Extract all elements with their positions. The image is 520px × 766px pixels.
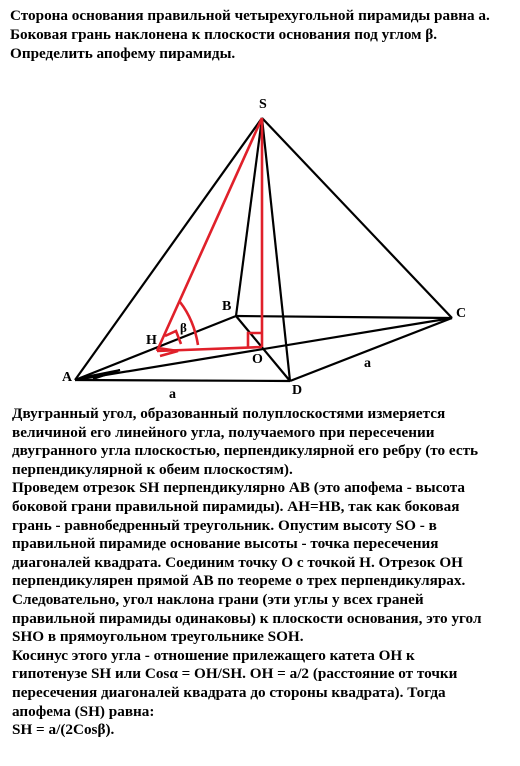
pyramid-figure [0,85,520,400]
solution-line: Косинус этого угла - отношение прилежащего катета OH к [12,646,415,664]
solution-line: двугранного угла плоскостью, перпендикулярной его ребру (то есть [12,442,479,460]
solution-line: Проведем отрезок SH перпендикулярно AB (это апофема - высота [12,479,465,497]
problem-line: Определить апофему пирамиды. [10,45,236,62]
label-o: O [252,352,263,367]
label-h: H [146,333,157,348]
label-c: C [456,306,467,321]
solution-line: правильной пирамиды одинаковы) к плоскости основания, это угол [12,609,482,627]
label-side-ad: a [169,387,176,400]
solution-text [12,405,517,740]
problem-line: Сторона основания правильной четырехугольной пирамиды равна a. [10,7,490,24]
solution-line: грань - равнобедренный треугольник. Опустим высоту SO - в [12,516,437,534]
solution-line: гипотенузе SH или Cosα = OH/SH. OH = a/2 (расстояние от точки [12,665,458,683]
solution-line: Двугранный угол, образованный полуплоскостями измеряется [12,405,446,422]
label-a: A [62,370,73,385]
label-d: D [292,383,303,398]
solution-line: перпендикулярен прямой AB по теореме о трех перпендикулярах. [12,572,466,590]
solution-line: перпендикулярной к обеим плоскостям). [12,460,293,478]
solution-line: SHO в прямоугольном треугольнике SOH. [12,628,304,646]
edge-bc [236,316,452,318]
solution-line: правильной пирамиде основание высоты - точка пересечения [12,535,439,553]
label-side-dc: a [364,356,371,371]
solution-line: апофема (SH) равна: [12,702,155,720]
edge-sc [262,118,452,318]
solution-line: SH = a/(2Cosβ). [12,721,115,739]
solution-line: пересечения диагоналей квадрата до стороны квадрата). Тогда [12,683,446,701]
solution-line: величиной его линейного угла, получаемого при пересечении [12,423,435,441]
edge-sa [75,118,262,380]
problem-statement [10,6,515,63]
edge-ad [75,380,290,381]
edge-sd [262,118,290,381]
pyramid-edges [75,118,452,381]
edge-dc [290,318,452,381]
solution-line: Следовательно, угол наклона грани (эти углы у всех граней [12,590,424,608]
label-s: S [259,97,267,112]
solution-line: боковой грани правильной пирамиды). AH=HB, так как боковая [12,497,460,515]
label-b: B [222,299,232,314]
solution-line: диагоналей квадрата. Соединим точку O с точкой H. Отрезок OH [12,553,463,571]
problem-line: Боковая грань наклонена к плоскости основания под углом β. [10,26,438,43]
label-beta: β [180,320,187,335]
